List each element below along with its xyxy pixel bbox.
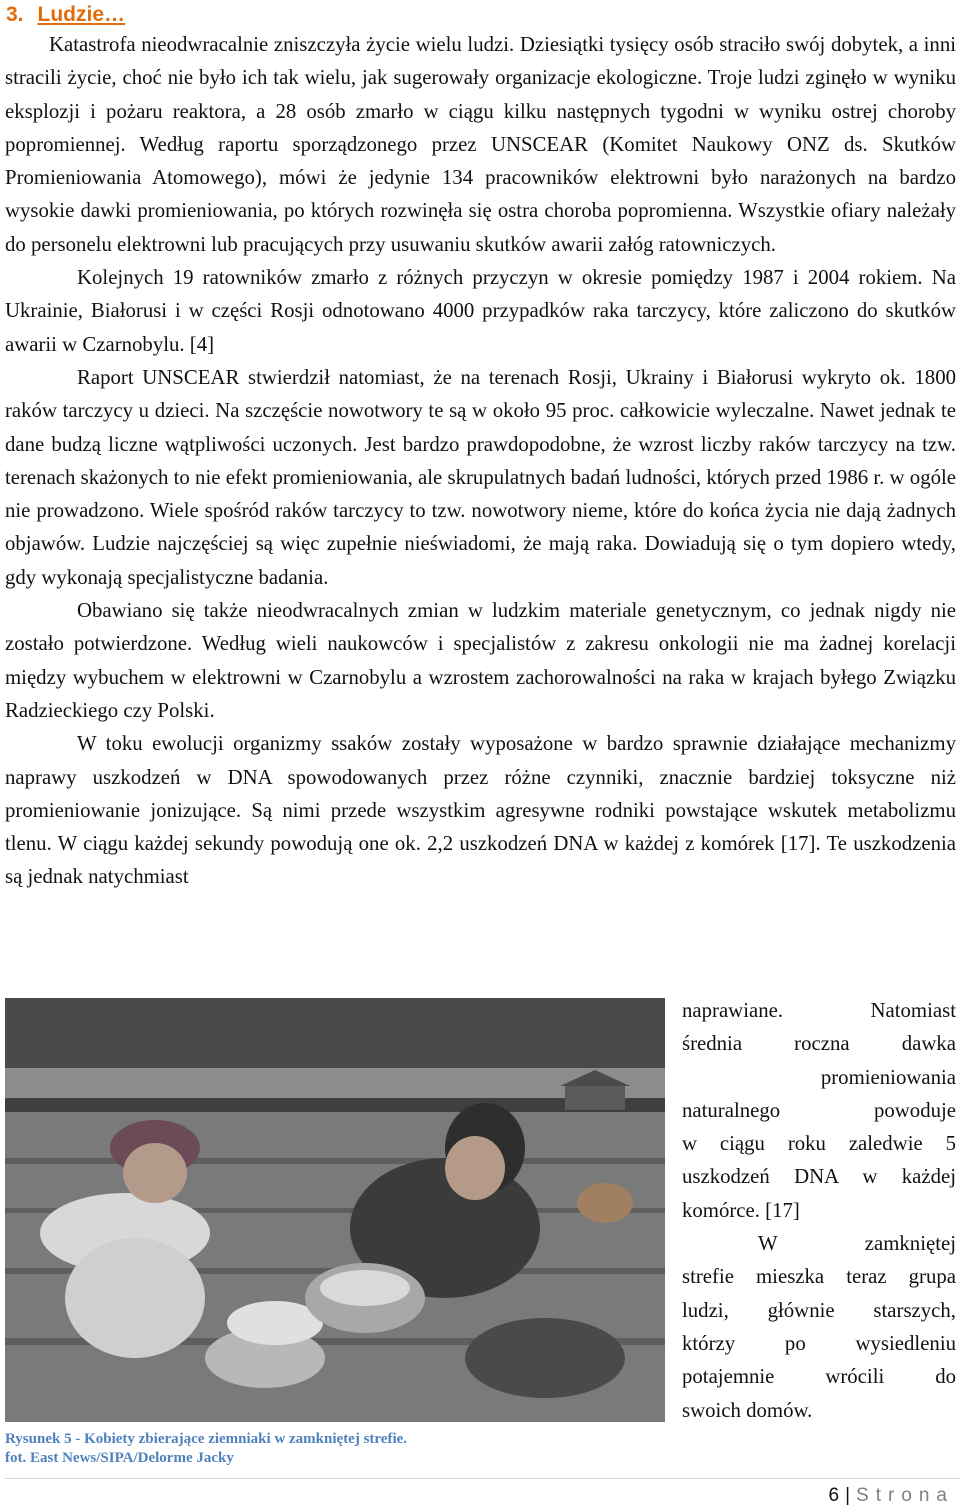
paragraph: Kolejnych 19 ratowników zmarło z różnych przyczyn w okresie pomiędzy 1987 i 2004 rokiem. Na Ukrainie, Białorusi i w części Rosji odnotowano 4000 przypadków raka tarczycy, które zaliczono do skutków awarii w Czarnobylu. [4]	[5, 266, 956, 356]
paragraph: Katastrofa nieodwracalnie zniszczyła życie wielu ludzi. Dziesiątki tysięcy osób straciło swój dobytek, a inni stracili życie, choć nie było ich tak wielu, jak sugerowały organizacje ekologiczne. Troje ludzi zginęło w wyniku eksplozji i pożaru reaktora, a 28 osób zmarło w ciągu kilku następnych tygodni w wyniku ostrej choroby popromiennej. Według raportu sporządzonego przez UNSCEAR (Komitet Naukowy ONZ ds. Skutków Promieniowania Atomowego), mówi że jedynie 134 pracowników elektrowni było narażonych na bardzo wysokie dawki promieniowania, po których rozwinęła się ostra choroba popromienna. Wszystkie ofiary należały do personelu elektrowni lub pracujących przy usuwaniu skutków awarii załóg ratowniczych.	[5, 33, 956, 256]
page-footer	[829, 1484, 955, 1508]
figure-caption	[5, 1430, 485, 1468]
section-heading	[6, 2, 125, 28]
text-line: ludzi, głównie starszych,	[682, 1298, 956, 1322]
section-number: 3.	[6, 3, 24, 26]
caption-line: Rysunek 5 - Kobiety zbierające ziemniaki w zamkniętej strefie.	[5, 1431, 408, 1447]
paragraph: Raport UNSCEAR stwierdził natomiast, że na terenach Rosji, Ukrainy i Białorusi wykryto ok. 1800 raków tarczycy u dzieci. Na szczęście nowotwory te są w około 95 proc. całkowicie wyleczalne. Nawet jednak te dane budzą liczne wątpliwości uczonych. Jest bardzo prawdopodobne, że wzrost liczby raków tarczycy na tzw. terenach skażonych to nie efekt promieniowania, ale skrupulatnych badań ludności, których przed 1986 r. w ogóle nie prowadzono. Wiele spośród raków tarczycy to tzw. nowotwory nieme, które do końca życia nie dają żadnych objawów. Ludzie najczęściej są więc zupełnie nieświadomi, że mają raka. Dowiadują się o tym dopiero wtedy, gdy wykonają specjalistyczne badania.	[5, 365, 956, 589]
page-number: 6	[828, 1485, 840, 1506]
text-line: średnia roczna dawka	[682, 1032, 956, 1056]
body-text	[5, 28, 956, 894]
text-line: potajemnie wrócili do	[682, 1365, 956, 1389]
text-line: naprawiane. Natomiast	[682, 999, 956, 1022]
wrapped-text	[682, 994, 956, 1427]
footer-separator: |	[845, 1485, 851, 1506]
footer-divider	[5, 1478, 960, 1479]
text-line: promieniowania	[820, 1065, 956, 1089]
text-line: swoich domów.	[682, 1398, 813, 1422]
photo-credit: fot. East News/SIPA/Delorme Jacky	[5, 1450, 234, 1466]
text-line: komórce. [17]	[682, 1198, 800, 1222]
figure-photo	[5, 998, 665, 1422]
paragraph: W toku ewolucji organizmy ssaków zostały wyposażone w bardzo sprawnie działające mechanizmy naprawy uszkodzeń w DNA spowodowanych przez różne czynniki, znacznie bardziej toksyczne niż promieniowanie jonizujące. Są nimi przede wszystkim agresywne rodniki powstające wskutek metabolizmu tlenu. W ciągu każdej sekundy powodują one ok. 2,2 uszkodzeń DNA w każdej z komórek [17]. Te uszkodzenia są jednak natychmiast	[5, 732, 956, 889]
paragraph: Obawiano się także nieodwracalnych zmian w ludzkim materiale genetycznym, co jednak nigdy nie zostało potwierdzone. Według wieli naukowców i specjalistów z zakresu onkologii nie ma żadnej korelacji między wybuchem w elektrowni w Czarnobylu a wzrostem zachorowalności na raka w krajach byłego Związku Radzieckiego czy Polski.	[5, 599, 956, 722]
photo-illustration	[5, 998, 665, 1422]
section-title: Ludzie…	[37, 3, 126, 26]
page-label: Strona	[856, 1485, 954, 1506]
text-line: w ciągu roku zaledwie 5	[682, 1132, 956, 1156]
text-line: uszkodzeń DNA w każdej	[682, 1165, 956, 1189]
text-line: naturalnego powoduje	[682, 1098, 956, 1122]
text-line: W zamkniętej	[758, 1232, 956, 1256]
text-line: którzy po wysiedleniu	[682, 1331, 956, 1355]
text-line: strefie mieszka teraz grupa	[682, 1265, 956, 1289]
